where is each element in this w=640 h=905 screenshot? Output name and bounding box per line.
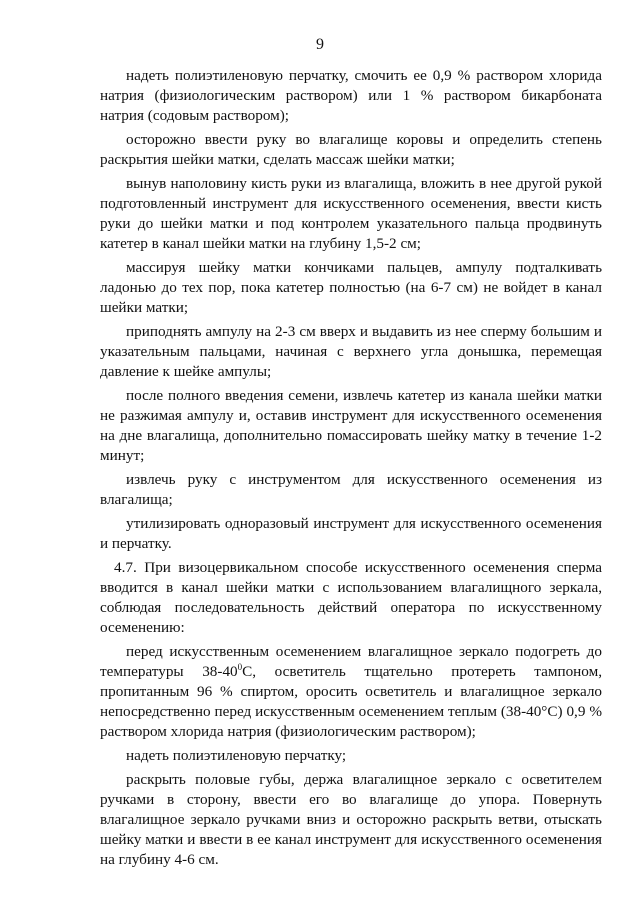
- step-squeeze-ampoule: приподнять ампулу на 2-3 см вверх и выдавить из нее сперму большим и указательным пальцами, начиная с верхнего угла донышка, перемещая давление к шейке ампулы;: [100, 323, 602, 380]
- document-body: [100, 66, 602, 874]
- step-massage-cervix: массируя шейку матки кончиками пальцев, ампулу подталкивать ладонью до тех пор, пока катетер полностью (на 6-7 см) не войдет в канал шейки матки;: [100, 259, 602, 316]
- step-open-labia: раскрыть половые губы, держа влагалищное зеркало с осветителем ручками в сторону, ввести его во влагалище до упора. Повернуть влагалищное зеркало ручками вниз и осторожно раскрыть ветви, отыскать шейку матки и ввести в ее канал инструмент для искусственного осеменения на глубину 4-6 см.: [100, 771, 602, 868]
- page-number: 9: [316, 36, 324, 53]
- step-heat-speculum: [100, 642, 602, 742]
- degree-superscript: 0: [237, 661, 243, 672]
- step-dispose-instrument: утилизировать одноразовый инструмент для искусственного осеменения и перчатку.: [100, 515, 602, 552]
- step-remove-catheter: после полного введения семени, извлечь катетер из канала шейки матки не разжимая ампулу и, оставив инструмент для искусственного осеменения на дне влагалища, дополнительно помассировать шейку матку в течение 1-2 минут;: [100, 387, 602, 464]
- heat-text-after: С, осветитель тщательно протереть тампоном, пропитанным 96 % спиртом, оросить осветитель и влагалищное зеркало непосредственно перед искусственным осеменением теплым (38-40°С) 0,9 % раствором хлорида натрия (физиологическим раствором);: [100, 663, 603, 740]
- step-put-on-glove-moisten: надеть полиэтиленовую перчатку, смочить ее 0,9 % раствором хлорида натрия (физиологическим раствором) или 1 % раствором бикарбоната натрия (содовым раствором);: [100, 67, 602, 124]
- step-remove-hand: извлечь руку с инструментом для искусственного осеменения из влагалища;: [100, 471, 602, 508]
- step-insert-hand: осторожно ввести руку во влагалище коровы и определить степень раскрытия шейки матки, сделать массаж шейки матки;: [100, 131, 602, 168]
- step-put-on-glove: надеть полиэтиленовую перчатку;: [126, 747, 347, 764]
- heat-text-before: перед искусственным осеменением влагалищное зеркало подогреть до температуры 38-40: [100, 643, 602, 680]
- step-insert-catheter: вынув наполовину кисть руки из влагалища, вложить в нее другой рукой подготовленный инструмент для искусственного осеменения, ввести кисть руки до шейки матки и под контролем указательного пальца продвинуть катетер в канал шейки матки на глубину 1,5-2 см;: [100, 175, 602, 252]
- section-4-7: 4.7. При визоцервикальном способе искусственного осеменения сперма вводится в канал шейки матки с использованием влагалищного зеркала, соблюдая последовательность действий оператора по искусственному осеменению:: [100, 559, 602, 636]
